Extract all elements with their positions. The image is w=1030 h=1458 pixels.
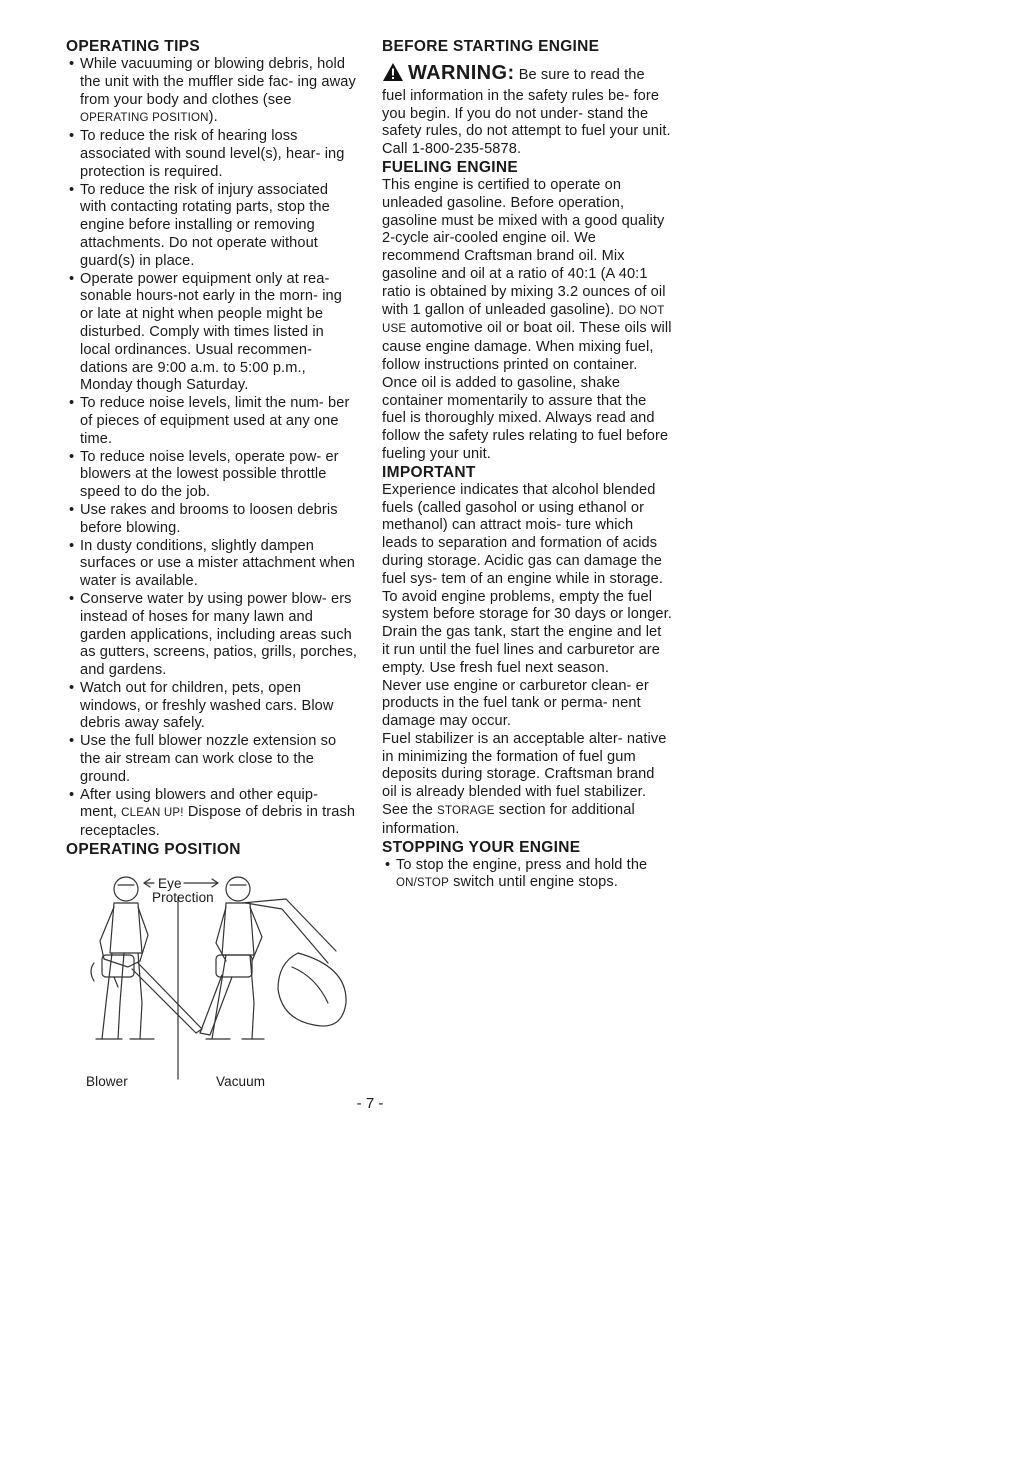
list-item: • To reduce the risk of injury associated with contacting rotating parts, stop the engine before installing or removing attachments. Do not operate without guard(s) in place. [66, 182, 358, 271]
list-item: • While vacuuming or blowing debris, hold the unit with the muffler side fac- ing away from your body and clothes (see OPERATING POSITION). [66, 56, 358, 128]
list-item: • In dusty conditions, slightly dampen surfaces or use a mister attachment when water is available. [66, 538, 358, 591]
important-paragraph-3: Never use engine or carburetor clean- er products in the fuel tank or perma- nent damage may occur. [382, 677, 649, 730]
operating-tips-list [66, 56, 358, 841]
important-heading: IMPORTANT [382, 463, 476, 481]
page-number: - 7 - [356, 1095, 384, 1112]
list-item: • To reduce noise levels, limit the num- ber of pieces of equipment used at any one time. [66, 395, 358, 448]
stopping-list [382, 857, 672, 894]
list-item: • Use the full blower nozzle extension so the air stream can work close to the ground. [66, 733, 358, 786]
list-item: • To reduce the risk of hearing loss associated with sound level(s), hear- ing protection is required. [66, 128, 358, 181]
blower-label: Blower [86, 1074, 128, 1090]
warning-text: Be sure to read the fuel information in the safety rules be- fore you begin. If you do not under- stand the safety rules, do not attempt to fuel your unit. Call 1-800-235-5878. [382, 67, 671, 158]
warning-icon [382, 62, 404, 88]
right-column [382, 38, 672, 893]
eye-label: Eye [158, 876, 182, 892]
operating-position-heading: OPERATING POSITION [66, 841, 241, 859]
operating-position-figure [66, 863, 366, 1093]
left-column [66, 38, 358, 1093]
important-paragraph-4: Fuel stabilizer is an acceptable alter- native in minimizing the formation of fuel gum deposits during storage. Craftsman brand oil is already blended with fuel stabilizer. See the STORAGE section for additional information. [382, 730, 667, 837]
warning-paragraph [382, 62, 672, 159]
before-starting-heading: BEFORE STARTING ENGINE [382, 38, 600, 55]
warning-label: WARNING: [408, 62, 515, 84]
operating-tips-heading: OPERATING TIPS [66, 38, 200, 55]
list-item: • Operate power equipment only at rea- sonable hours-not early in the morn- ing or late at night when people might be disturbed. Comply with times listed in local ordinances. Usual recommen- dations are 9:00 a.m. to 5:00 p.m., Monday though Saturday. [66, 271, 358, 396]
list-item: • To stop the engine, press and hold the ON/STOP switch until engine stops. [382, 857, 672, 894]
list-item: • Conserve water by using power blow- ers instead of hoses for many lawn and garden applications, including areas such as gutters, screens, patios, grills, porches, and gardens. [66, 591, 358, 680]
list-item: • To reduce noise levels, operate pow- er blowers at the lowest possible throttle speed to do the job. [66, 449, 358, 502]
important-paragraph-2: To avoid engine problems, empty the fuel system before storage for 30 days or longer. Drain the gas tank, start the engine and let it run until the fuel lines and carburetor are empty. Use fresh fuel next season. [382, 588, 672, 676]
important-paragraph-1: Experience indicates that alcohol blended fuels (called gasohol or using ethanol or methanol) can attract mois- ture which leads to separation and formation of acids during storage. Acidic gas can damage the fuel sys- tem of an engine while in storage. [382, 481, 664, 587]
list-item: • Use rakes and brooms to loosen debris before blowing. [66, 502, 358, 538]
list-item: • Watch out for children, pets, open windows, or freshly washed cars. Blow debris away safely. [66, 680, 358, 733]
fueling-paragraph: This engine is certified to operate on unleaded gasoline. Before operation, gasoline must be mixed with a good quality 2-cycle air-cooled engine oil. We recommend Craftsman brand oil. Mix gasoline and oil at a ratio of 40:1 (A 40:1 ratio is obtained by mixing 3.2 ounces of oil with 1 gallon of unleaded gasoline). DO NOT USE automotive oil or boat oil. These oils will cause engine damage. When mixing fuel, follow instructions printed on container. Once oil is added to gasoline, shake container momentarily to assure that the fuel is thoroughly mixed. Always read and follow the safety rules relating to fuel before fueling your unit. [382, 176, 672, 462]
stopping-engine-heading: STOPPING YOUR ENGINE [382, 838, 581, 856]
operator-illustration [66, 863, 366, 1093]
list-item: • After using blowers and other equip- ment, CLEAN UP! Dispose of debris in trash receptacles. [66, 787, 358, 841]
vacuum-label: Vacuum [216, 1074, 266, 1090]
vacuum-operator-figure [200, 877, 346, 1039]
protection-label: Protection [152, 890, 214, 906]
fueling-engine-heading: FUELING ENGINE [382, 158, 518, 176]
